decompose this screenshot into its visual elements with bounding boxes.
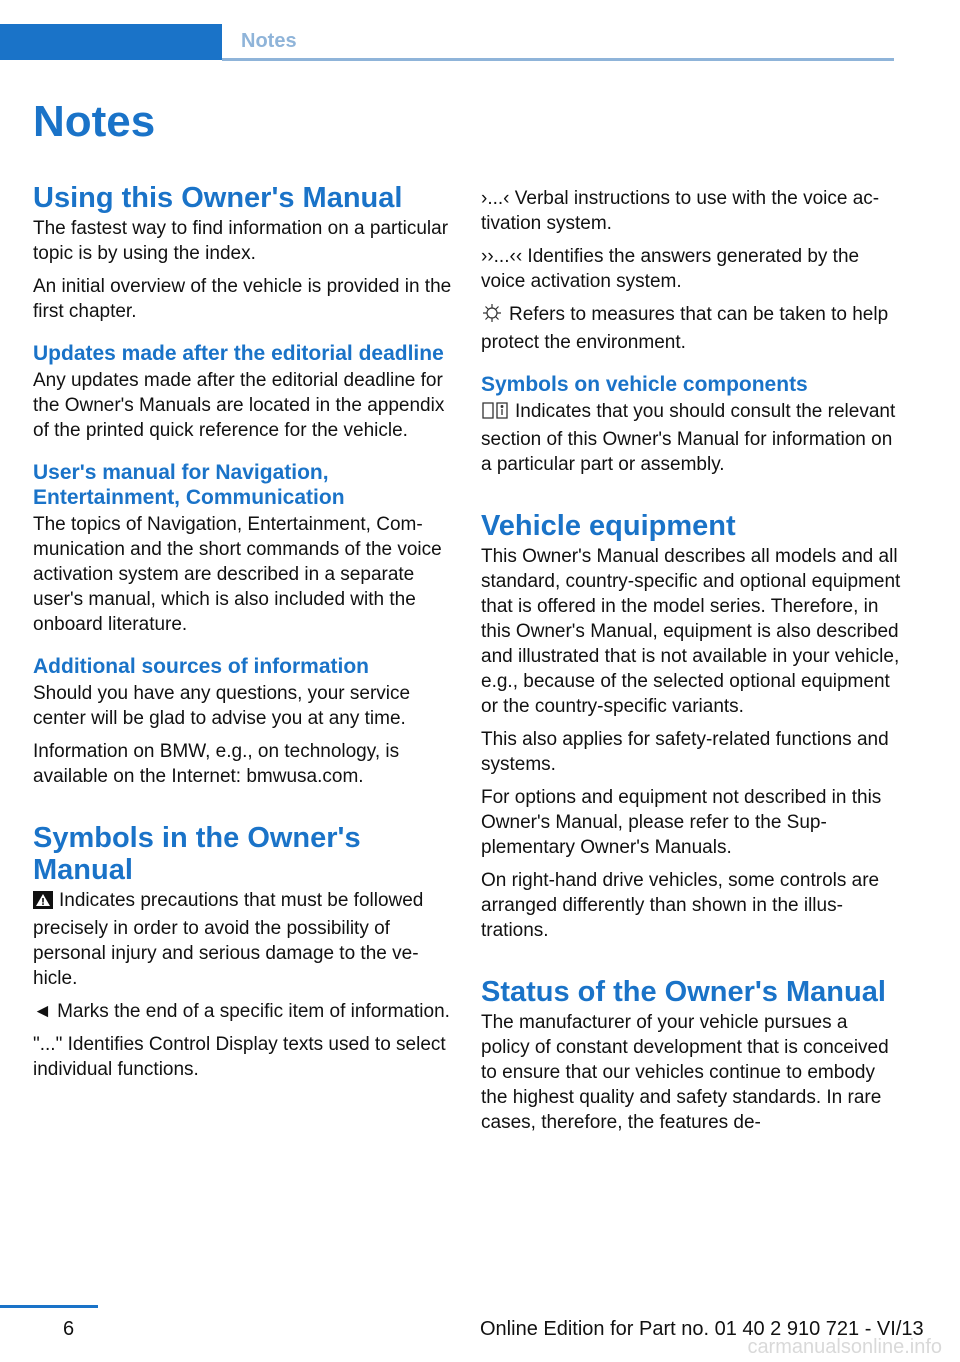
warning-text: Indicates precautions that must be followed precisely in order to avoid the possibility of personal injury and serious damage to the vehicle. bbox=[33, 890, 424, 989]
paragraph-manual-symbol bbox=[481, 399, 901, 477]
header-accent-bar bbox=[0, 24, 222, 60]
page-title: Notes bbox=[33, 97, 156, 146]
paragraph: ›...‹ Verbal instructions to use with the voice activation system. bbox=[481, 188, 880, 234]
paragraph: This also applies for safety-related functions and systems. bbox=[481, 729, 889, 775]
subsection-title-updates: Updates made after the editorial deadline bbox=[33, 342, 444, 365]
section-title-symbols: Symbols in the Owner's Manual bbox=[33, 822, 361, 886]
paragraph: Any updates made after the editorial deadline for the Owner's Manuals are located in the appendix of the printed quick reference for the vehicle. bbox=[33, 370, 445, 441]
environment-text: Refers to measures that can be taken to help protect the environment. bbox=[481, 304, 889, 353]
subsection-title-additional-sources: Additional sources of information bbox=[33, 655, 370, 678]
left-column bbox=[33, 182, 453, 1090]
paragraph: This Owner's Manual describes all models and all standard, country-specific and optional equipment that is offered in the model series. Therefore, in this Owner's Manual, equipment is also described and illustrated that is not available in your vehicle, e.g., because of the selected optional equipment or the country-specific variants. bbox=[481, 546, 901, 717]
section-title-status: Status of the Owner's Manual bbox=[481, 976, 886, 1008]
page-number: 6 bbox=[63, 1318, 75, 1340]
paragraph-warning bbox=[33, 888, 453, 991]
paragraph: ››...‹‹ Identifies the answers generated by the voice activation system. bbox=[481, 246, 860, 292]
header-rule bbox=[222, 58, 894, 61]
watermark: carmanualsonline.info bbox=[747, 1336, 942, 1358]
paragraph: The topics of Navigation, Entertainment, Communication and the short commands of the voice activation system are described in a separate user's manual, which is also included with the onboard literature. bbox=[33, 514, 442, 635]
paragraph-environment bbox=[481, 302, 901, 355]
subsection-title-navigation-manual: User's manual for Navigation, Entertainment, Communication bbox=[33, 461, 345, 509]
paragraph: "..." Identifies Control Display texts used to select individual functions. bbox=[33, 1034, 446, 1080]
footer-rule bbox=[0, 1305, 98, 1308]
warning-triangle-icon bbox=[33, 891, 53, 916]
running-header-title: Notes bbox=[241, 30, 297, 52]
paragraph: Information on BMW, e.g., on technology, is available on the Internet: bmwusa.com. bbox=[33, 741, 400, 787]
section-title-vehicle-equipment: Vehicle equipment bbox=[481, 510, 736, 542]
edition-footer: Online Edition for Part no. 01 40 2 910 721 - VI/13 bbox=[480, 1318, 924, 1340]
section-title-using-manual: Using this Owner's Manual bbox=[33, 182, 403, 214]
manual-symbol-text: Indicates that you should consult the relevant section of this Owner's Manual for information on a particular part or assembly. bbox=[481, 401, 896, 475]
paragraph: The fastest way to find information on a particular topic is by using the index. bbox=[33, 218, 449, 264]
environment-icon bbox=[481, 303, 503, 330]
paragraph: ◄ Marks the end of a specific item of information. bbox=[33, 1001, 450, 1022]
paragraph: On right-hand drive vehicles, some controls are arranged differently than shown in the illustrations. bbox=[481, 870, 880, 941]
paragraph: The manufacturer of your vehicle pursues a policy of constant development that is conceived to ensure that our vehicles continue to embody the highest quality and safety standards. In rare cases, therefore, the features de- bbox=[481, 1012, 889, 1133]
paragraph: For options and equipment not described in this Owner's Manual, please refer to the Supplementary Owner's Manuals. bbox=[481, 787, 882, 858]
subsection-title-vehicle-components: Symbols on vehicle components bbox=[481, 373, 808, 396]
right-column bbox=[481, 186, 901, 1143]
open-book-icon bbox=[481, 400, 509, 427]
paragraph: Should you have any questions, your service center will be glad to advise you at any time. bbox=[33, 683, 411, 729]
paragraph: An initial overview of the vehicle is provided in the first chapter. bbox=[33, 276, 452, 322]
